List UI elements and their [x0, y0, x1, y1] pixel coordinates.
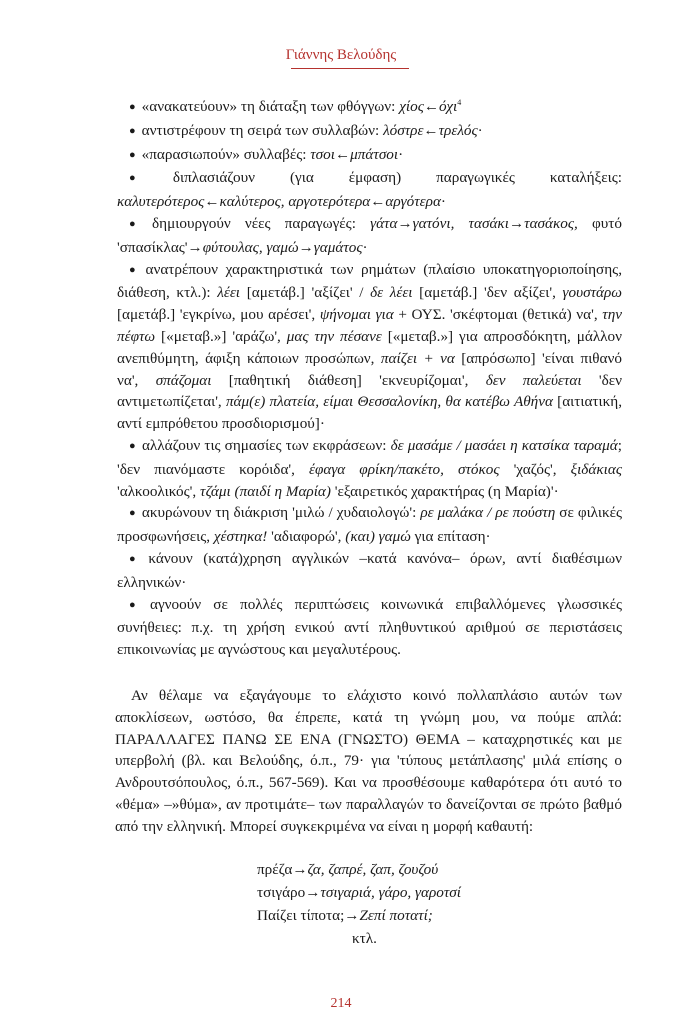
italic-example: λόστρε←τρελός: [383, 121, 478, 139]
italic-example: μας την πέσανε: [286, 327, 382, 345]
italic-example: γουστάρω: [562, 284, 622, 302]
text-run: διπλασιάζουν (για έμφαση) παραγωγικές καταλήξεις:: [172, 169, 622, 187]
text-run: ·: [440, 193, 446, 211]
italic-example: πάμ(ε) πλατεία, είμαι Θεσσαλονίκη, θα κατέβω Αθήνα: [225, 393, 553, 411]
text-run: ·: [477, 121, 483, 139]
text-run: για επίταση·: [410, 528, 491, 546]
footnote-ref: 4: [457, 98, 462, 107]
italic-example: δε λέει: [370, 284, 413, 302]
bullet-item: [117, 259, 622, 435]
italic-example: ψήνομαι για: [319, 306, 394, 324]
example-etc: κτλ.: [352, 929, 377, 947]
bullet-item: [117, 594, 622, 661]
text-run: τσιγάρο→: [257, 883, 321, 901]
italic-example: χίος←όχι: [399, 98, 458, 115]
text-run: ακυρώνουν τη διάκριση 'μιλώ / χυδαιολογώ':: [141, 504, 421, 522]
bullet-list: [117, 92, 622, 661]
bullet-item: [117, 167, 622, 213]
bullet-item: [117, 213, 622, 259]
text-run: πρέζα→: [257, 860, 308, 878]
text-run: «ανακατεύουν» τη διάταξη των φθόγγων:: [141, 98, 400, 115]
header-underline: [291, 68, 409, 69]
text-run: κάνουν (κατά)χρηση αγγλικών –κατά κανόνα– όρων, αντί διαθέσιμων ελληνικών·: [117, 549, 622, 591]
text-run: 'χαζός',: [499, 460, 571, 478]
body-paragraph: Αν θέλαμε να εξαγάγουμε το ελάχιστο κοινό πολλαπλάσιο αυτών των αποκλίσεων, ωστόσο, θα έπρεπε, κατά τη γνώμη μου, να πούμε απλά: ΠΑΡΑΛΛΑΓΕΣ ΠΑΝΩ ΣΕ ΕΝΑ (ΓΝΩΣΤΟ) ΘΕΜΑ – καταχρηστικές και με υπερβολή (βλ. και Βελούδης, ό.π., 79· για 'τύπους μετάπλασης' μιλά επίσης ο Ανδρουτσόπουλος, ό.π., 567-569). Και να προσθέσουμε καθαρότερα ότι αυτό το «θέμα» –»θύμα», αν προτιμάτε– των παραλλαγών το δανείζονται σε πρώτο βαθμό από την ελληνική. Μπορεί συγκεκριμένα να είναι η μορφή καθαυτή:: [115, 686, 622, 835]
bullet-item: [117, 144, 622, 168]
text-run: ανατρέπουν χαρακτηριστικά των ρημάτων (πλαίσιο υποκατηγοριοποίησης, διάθεση, κτλ.):: [117, 260, 622, 302]
text-run: δημιουργούν νέες παραγωγές:: [152, 214, 371, 232]
italic-example: δε μασάμε / μασάει η κατσίκα ταραμά: [390, 436, 618, 454]
italic-example: παίζει + να: [380, 349, 455, 367]
italic-example: τσιγαριά, γάρο, γαροτσί: [320, 883, 462, 901]
text-run: 'αλκοολικός',: [117, 482, 200, 500]
italic-example: λέει: [217, 284, 241, 302]
example-line: [257, 858, 622, 881]
italic-example: σπάζομαι: [155, 371, 212, 389]
example-list: [257, 858, 622, 950]
example-line: [257, 881, 622, 904]
italic-example: ξιδάκιας: [570, 460, 622, 478]
italic-example: γάτα→γατόνι, τασάκι→τασάκος,: [370, 214, 578, 232]
italic-example: φύτουλας, γαμώ→γαμάτος: [202, 238, 363, 256]
text-run: 'εξαιρετικός χαρακτήρας (η Μαρία)'·: [330, 482, 559, 500]
bullet-item: [117, 435, 622, 502]
italic-example: δεν παλεύεται: [485, 371, 582, 389]
text-run: + ΟΥΣ. 'σκέφτομαι (θετικά) να',: [393, 306, 603, 324]
text-run: [απρόσωπο] 'είναι πιθανό να',: [117, 349, 622, 389]
italic-example: την πέφτω: [117, 306, 622, 345]
italic-example: Ζεπί ποτατί;: [359, 906, 433, 924]
example-line: [257, 904, 622, 927]
text-run: σε φιλικές προσφωνήσεις,: [117, 504, 622, 546]
text-run: ·: [362, 238, 368, 256]
bullet-item: [117, 548, 622, 594]
text-run: αγνοούν σε πολλές περιπτώσεις κοινωνικά επιβαλλόμενες γλωσσικές συνήθειες: π.χ. τη χρήση ενικού αντί πληθυντικού αριθμού σε περιστάσεις επικοινωνίας με αγνώστους και μεγαλυτέρους.: [117, 595, 622, 659]
text-run: Παίζει τίποτα;→: [257, 906, 360, 924]
running-header: Γιάννης Βελούδης: [285, 47, 397, 63]
text-run: φυτό 'σπασίκλας'→: [117, 214, 622, 256]
text-run: [παθητική διάθεση] 'εκνευρίζομαι',: [211, 371, 486, 389]
text-run: [αμετάβ.] 'αξίζει' /: [240, 284, 371, 302]
page-body: [117, 92, 622, 950]
text-run: «παρασιωπούν» συλλαβές:: [141, 145, 311, 163]
italic-example: (και) γαμώ: [345, 528, 411, 546]
italic-example: ρε μαλάκα / ρε πούστη: [420, 504, 556, 522]
text-run: 'δεν αντιμετωπίζεται',: [117, 371, 623, 411]
text-run: αντιστρέφουν τη σειρά των συλλαβών:: [141, 121, 384, 139]
text-run: [«μεταβ.»] για απροσδόκητη, μάλλον ανεπιθύμητη, άφιξη κάποιων προσώπων,: [117, 327, 623, 367]
italic-example: τσοι←μπάτσοι: [310, 145, 399, 163]
text-run: αλλάζουν τις σημασίες των εκφράσεων:: [141, 436, 391, 454]
italic-example: τζάμι (παιδί η Μαρία): [199, 482, 331, 500]
text-run: [αμετάβ.] 'εγκρίνω, μου αρέσει',: [117, 306, 320, 324]
italic-example: καλυτερότερος←καλύτερος, αργοτερότερα←αργότερα: [117, 193, 441, 211]
text-run: [«μεταβ.»] 'αράζω',: [155, 327, 287, 345]
italic-example: χέστηκα!: [213, 528, 268, 546]
text-run: [αιτιατική, αντί εμπρόθετου προσδιορισμού]·: [117, 393, 622, 433]
italic-example: ζα, ζαπρέ, ζαπ, ζουζού: [307, 860, 439, 878]
bullet-item: [117, 92, 622, 120]
page-number: 214: [330, 996, 352, 1011]
text-run: ; 'δεν πιανόμαστε κορόιδα',: [117, 436, 622, 478]
text-run: [αμετάβ.] 'δεν αξίζει',: [412, 284, 563, 302]
text-run: ·: [398, 145, 404, 163]
bullet-item: [117, 502, 622, 548]
text-run: 'αδιαφορώ',: [267, 528, 346, 546]
italic-example: έφαγα φρίκη/πακέτο, στόκος: [308, 460, 500, 478]
bullet-item: [117, 120, 622, 144]
